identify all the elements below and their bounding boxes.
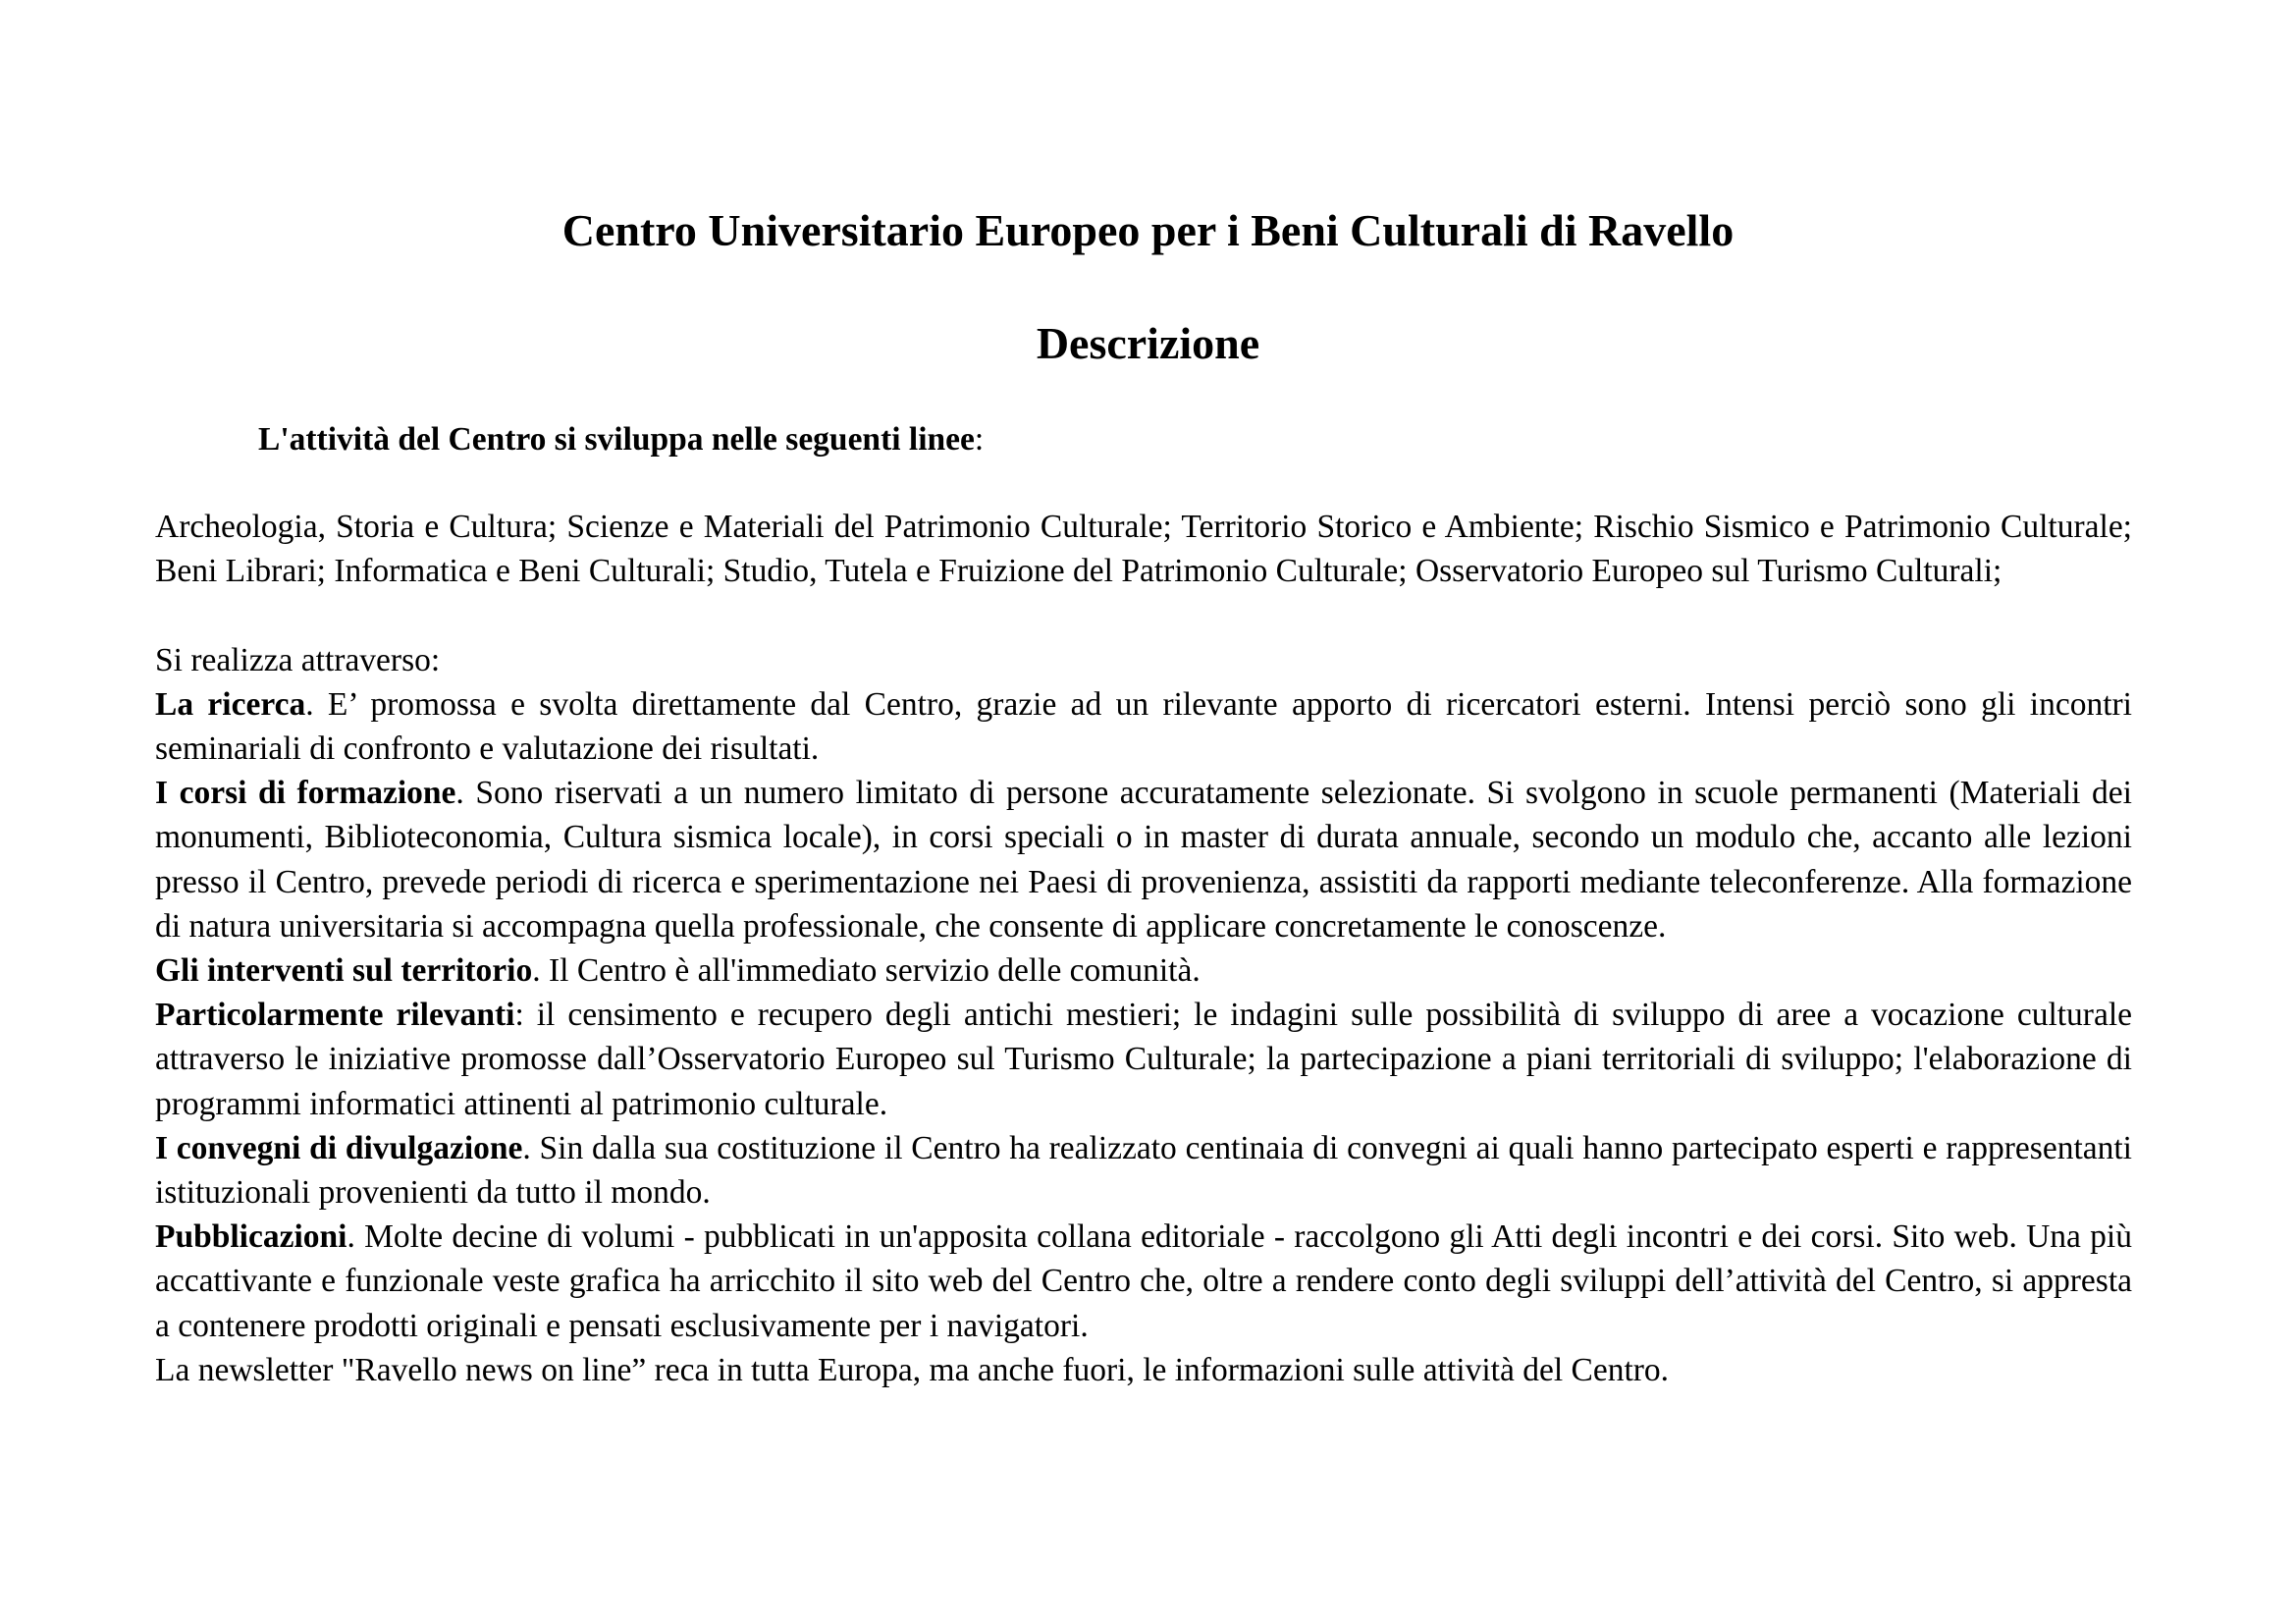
section-heading: Particolarmente rilevanti xyxy=(155,997,515,1034)
section-heading: La ricerca xyxy=(155,685,306,723)
section-text: . Il Centro è all'immediato servizio delle comunità. xyxy=(532,952,1201,990)
activity-lines-paragraph: Archeologia, Storia e Cultura; Scienze e Materiali del Patrimonio Culturale; Territorio Storico e Ambiente; Rischio Sismico e Patrimonio Culturale; Beni Librari; Informatica e Beni Culturali; Studio, Tutela e Fruizione del Patrimonio Culturale; Osservatorio Europeo sul Turismo Culturali; xyxy=(155,509,2132,590)
section-interventi-territorio xyxy=(155,948,2132,993)
section-heading: Pubblicazioni xyxy=(155,1218,347,1256)
section-corsi-formazione xyxy=(155,771,2132,948)
section-convegni-divulgazione xyxy=(155,1126,2132,1215)
newsletter-line: La newsletter "Ravello news on line” reca in tutta Europa, ma anche fuori, le informazioni sulle attività del Centro. xyxy=(155,1351,1670,1388)
section-text: . Molte decine di volumi - pubblicati in un'apposita collana editoriale - raccolgono gli Atti degli incontri e dei corsi. Sito web. Una più accattivante e funzionale veste grafica ha arricchito il sito web del Centro che, oltre a rendere conto degli sviluppi dell’attività del Centro, si appresta a contenere prodotti originali e pensati esclusivamente per i navigatori. xyxy=(155,1218,2132,1344)
section-particolarmente-rilevanti xyxy=(155,993,2132,1126)
intro-tail-text: : xyxy=(974,421,985,458)
page-subtitle: Descrizione xyxy=(1036,318,1260,368)
section-heading: Gli interventi sul territorio xyxy=(155,952,533,990)
section-text: : il censimento e recupero degli antichi mestieri; le indagini sulle possibilità di sviluppo di aree a vocazione culturale attraverso le iniziative promosse dall’Osservatorio Europeo sul Turismo Culturale; la partecipazione a piani territoriali di sviluppo; l'elaborazione di programmi informatici attinenti al patrimonio culturale. xyxy=(155,997,2133,1122)
section-pubblicazioni xyxy=(155,1215,2132,1348)
realizza-line: Si realizza attraverso: xyxy=(155,641,441,678)
section-heading: I corsi di formazione xyxy=(155,775,456,812)
section-text: . E’ promossa e svolta direttamente dal Centro, grazie ad un rilevante apporto di ricercatori esterni. Intensi perciò sono gli incontri seminariali di confronto e valutazione dei risultati. xyxy=(155,685,2132,767)
section-text: . Sin dalla sua costituzione il Centro ha realizzato centinaia di convegni ai quali hanno partecipato esperti e rappresentanti istituzionali provenienti da tutto il mondo. xyxy=(155,1129,2132,1212)
paragraph-gap xyxy=(155,593,2132,637)
intro-line xyxy=(258,417,984,461)
document-body xyxy=(155,505,2132,1392)
intro-bold-text: L'attività del Centro si sviluppa nelle seguenti linee xyxy=(258,421,975,458)
section-ricerca xyxy=(155,682,2132,771)
section-heading: I convegni di divulgazione xyxy=(155,1129,523,1166)
page-title: Centro Universitario Europeo per i Beni Culturali di Ravello xyxy=(561,205,1735,255)
section-text: . Sono riservati a un numero limitato di persone accuratamente selezionate. Si svolgono in scuole permanenti (Materiali dei monumenti, Biblioteconomia, Cultura sismica locale), in corsi speciali o in master di durata annuale, secondo un modulo che, accanto alle lezioni presso il Centro, prevede periodi di ricerca e sperimentazione nei Paesi di provenienza, assistiti da rapporti mediante teleconferenze. Alla formazione di natura universitaria si accompagna quella professionale, che consente di applicare concretamente le conoscenze. xyxy=(155,775,2132,945)
